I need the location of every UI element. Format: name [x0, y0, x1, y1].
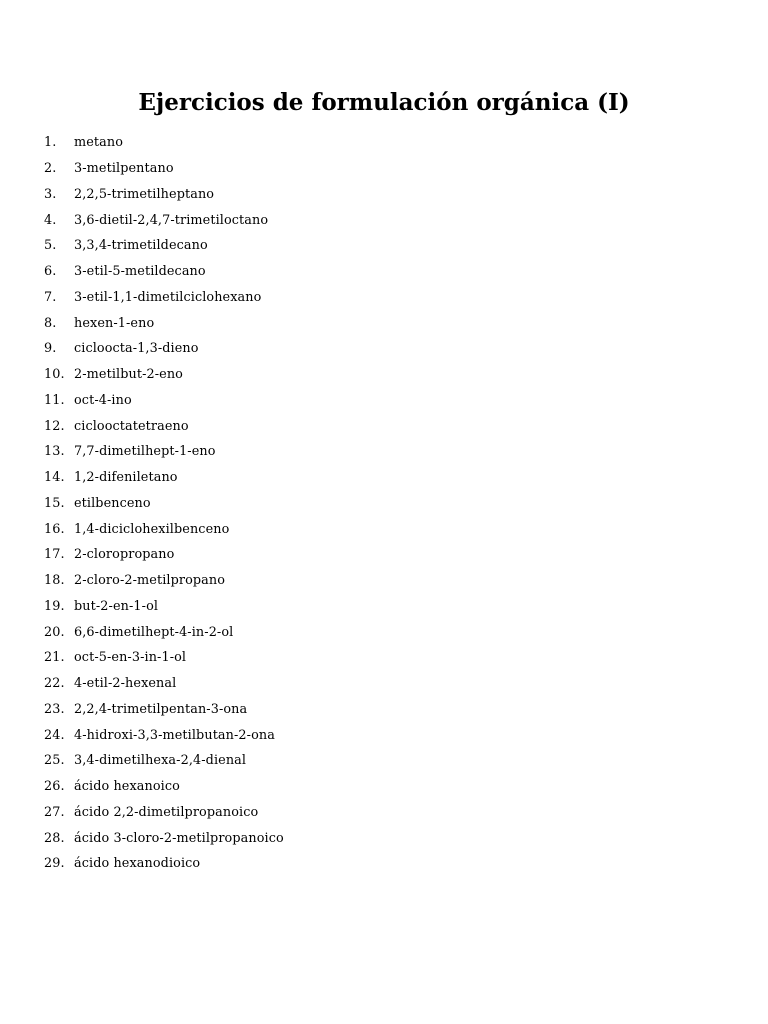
list-item	[44, 542, 284, 568]
list-item	[44, 130, 284, 156]
item-number: 17.	[44, 547, 65, 563]
list-item	[44, 619, 284, 645]
item-compound-name: ácido hexanoico	[74, 779, 180, 795]
item-number: 9.	[44, 341, 57, 357]
exercise-list	[44, 130, 284, 877]
item-number: 27.	[44, 804, 65, 820]
item-number: 12.	[44, 418, 65, 434]
list-item	[44, 465, 284, 491]
item-compound-name: 3,6-dietil-2,4,7-trimetiloctano	[74, 212, 269, 228]
item-number: 11.	[44, 392, 65, 408]
list-item	[44, 182, 284, 208]
item-compound-name: 4-hidroxi-3,3-metilbutan-2-ona	[74, 727, 275, 743]
list-item	[44, 413, 284, 439]
list-item	[44, 594, 284, 620]
item-number: 18.	[44, 573, 65, 589]
item-compound-name: 2,2,4-trimetilpentan-3-ona	[74, 701, 248, 717]
list-item	[44, 722, 284, 748]
item-number: 25.	[44, 753, 65, 769]
list-item	[44, 362, 284, 388]
list-item	[44, 851, 284, 877]
item-compound-name: etilbenceno	[74, 495, 151, 511]
item-compound-name: 2,2,5-trimetilheptano	[74, 186, 215, 202]
item-number: 2.	[44, 161, 57, 177]
item-number: 21.	[44, 650, 65, 666]
list-item	[44, 516, 284, 542]
item-compound-name: 2-metilbut-2-eno	[74, 367, 183, 383]
list-item	[44, 259, 284, 285]
item-compound-name: but-2-en-1-ol	[74, 598, 159, 614]
list-item	[44, 568, 284, 594]
list-item	[44, 233, 284, 259]
item-compound-name: oct-4-ino	[74, 392, 132, 408]
page-title: Ejercicios de formulación orgánica (I)	[138, 89, 630, 116]
item-number: 22.	[44, 676, 65, 692]
item-number: 23.	[44, 701, 65, 717]
list-item	[44, 207, 284, 233]
list-item	[44, 285, 284, 311]
list-item	[44, 156, 284, 182]
item-compound-name: 3,4-dimetilhexa-2,4-dienal	[74, 753, 247, 769]
list-item	[44, 748, 284, 774]
item-compound-name: metano	[74, 135, 124, 151]
item-number: 1.	[44, 135, 57, 151]
list-item	[44, 439, 284, 465]
item-number: 13.	[44, 444, 65, 460]
item-compound-name: ciclooctatetraeno	[74, 418, 189, 434]
item-compound-name: 3,3,4-trimetildecano	[74, 238, 208, 254]
list-item	[44, 310, 284, 336]
list-item	[44, 491, 284, 517]
item-compound-name: 1,2-difeniletano	[74, 470, 178, 486]
item-number: 10.	[44, 367, 65, 383]
item-number: 20.	[44, 624, 65, 640]
item-compound-name: 3-metilpentano	[74, 161, 174, 177]
item-number: 7.	[44, 289, 57, 305]
item-compound-name: hexen-1-eno	[74, 315, 155, 331]
item-number: 19.	[44, 598, 65, 614]
list-item	[44, 774, 284, 800]
item-compound-name: ácido 2,2-dimetilpropanoico	[74, 804, 259, 820]
item-compound-name: 2-cloropropano	[74, 547, 175, 563]
item-number: 29.	[44, 856, 65, 872]
item-compound-name: ácido 3-cloro-2-metilpropanoico	[74, 830, 284, 846]
item-compound-name: 4-etil-2-hexenal	[74, 676, 177, 692]
item-number: 16.	[44, 521, 65, 537]
item-number: 24.	[44, 727, 65, 743]
item-compound-name: 7,7-dimetilhept-1-eno	[74, 444, 216, 460]
item-compound-name: 3-etil-1,1-dimetilciclohexano	[74, 289, 262, 305]
item-compound-name: 3-etil-5-metildecano	[74, 264, 206, 280]
item-number: 26.	[44, 779, 65, 795]
item-compound-name: ácido hexanodioico	[74, 856, 201, 872]
item-compound-name: oct-5-en-3-in-1-ol	[74, 650, 187, 666]
item-compound-name: 6,6-dimetilhept-4-in-2-ol	[74, 624, 234, 640]
item-number: 3.	[44, 186, 57, 202]
item-compound-name: 2-cloro-2-metilpropano	[74, 573, 226, 589]
item-number: 15.	[44, 495, 65, 511]
list-item	[44, 697, 284, 723]
item-number: 28.	[44, 830, 65, 846]
list-item	[44, 671, 284, 697]
item-number: 5.	[44, 238, 57, 254]
list-item	[44, 388, 284, 414]
list-item	[44, 825, 284, 851]
item-number: 4.	[44, 212, 57, 228]
list-item	[44, 800, 284, 826]
item-compound-name: 1,4-diciclohexilbenceno	[74, 521, 230, 537]
list-item	[44, 645, 284, 671]
list-item	[44, 336, 284, 362]
item-number: 6.	[44, 264, 57, 280]
item-number: 14.	[44, 470, 65, 486]
item-number: 8.	[44, 315, 57, 331]
item-compound-name: cicloocta-1,3-dieno	[74, 341, 199, 357]
